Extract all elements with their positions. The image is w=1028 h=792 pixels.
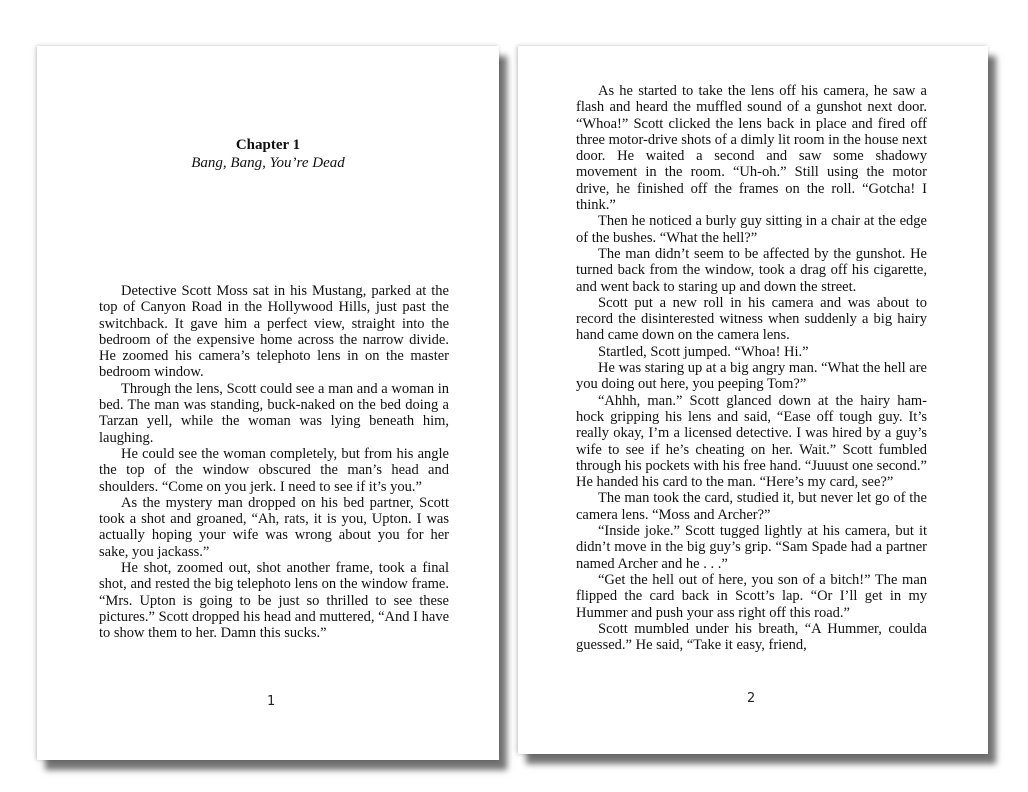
paragraph: “Get the hell out of here, you son of a bitch!” The man flipped the card back in Scott’s lap. “Or I’ll get in my Hummer and push your ass right off this road.” (576, 571, 927, 621)
paragraph: The man took the card, studied it, but never let go of the camera lens. “Moss and Archer?” (576, 490, 927, 523)
paragraph: The man didn’t seem to be affected by the gunshot. He turned back from the window, took a drag off his cigarette, and went back to staring up and down the street. (576, 245, 927, 295)
left-page-body (99, 283, 449, 642)
paragraph: Scott mumbled under his breath, “A Hummer, coulda guessed.” He said, “Take it easy, friend, (576, 620, 927, 654)
paragraph: He was staring up at a big angry man. “What the hell are you doing out here, you peeping Tom?” (576, 360, 927, 393)
right-page-body (576, 83, 927, 653)
chapter-title: Bang, Bang, You’re Dead (191, 155, 345, 171)
paragraph: Startled, Scott jumped. “Whoa! Hi.” (598, 343, 809, 360)
left-book-page (37, 46, 499, 760)
paragraph: He shot, zoomed out, shot another frame, took a final shot, and rested the big telephoto lens on the window frame. “Mrs. Upton is going to be just so thrilled to see these pictures.” Scott dropped his head and muttered, “And I have to show them to her. Damn this sucks.” (99, 560, 449, 642)
paragraph: Scott put a new roll in his camera and was about to record the disinterested witness when suddenly a big hairy hand came down on the camera lens. (576, 294, 927, 344)
paragraph: “Ahhh, man.” Scott glanced down at the hairy ham-hock gripping his lens and said, “Ease off tough guy. It’s really okay, I’m a licensed detective. I was hired by a guy’s wife to see if he’s cheating on her. Wait.” Scott fumbled through his pockets with his free hand. “Juuust one second.” He handed his card to the man. “Here’s my card, see?” (576, 392, 927, 491)
paragraph: As he started to take the lens off his camera, he saw a flash and heard the muffled sound of a gunshot next door. “Whoa!” Scott clicked the lens back in place and fired off three motor-drive shots of a dimly lit room in the house next door. He waited a second and saw some shadowy movement in the room. “Uh-oh.” Still using the motor drive, he finished off the frames on the roll. “Gotcha! I think.” (576, 83, 927, 214)
chapter-number: Chapter 1 (235, 137, 301, 153)
paragraph: “Inside joke.” Scott tugged lightly at his camera, but it didn’t move in the big guy’s grip. “Sam Spade had a partner named Archer and he . . .” (576, 523, 927, 572)
chapter-heading (37, 136, 499, 172)
paragraph: Detective Scott Moss sat in his Mustang, parked at the top of Canyon Road in the Hollywood Hills, just past the switchback. It gave him a perfect view, straight into the bedroom of the expensive home across the narrow divide. He zoomed his camera’s telephoto lens in on the master bedroom window. (99, 283, 449, 381)
paragraph: Then he noticed a burly guy sitting in a chair at the edge of the bushes. “What the hell?” (576, 213, 927, 246)
paragraph: Through the lens, Scott could see a man and a woman in bed. The man was standing, buck-naked on the bed doing a Tarzan yell, while the woman was lying beneath him, laughing. (99, 380, 449, 446)
paragraph: He could see the woman completely, but from his angle the top of the window obscured the man’s head and shoulders. “Come on you jerk. I need to see if it’s you.” (99, 445, 449, 495)
paragraph: As the mystery man dropped on his bed partner, Scott took a shot and groaned, “Ah, rats, it is you, Upton. I was actually hoping your wife was wrong about you for her sake, you jackass.” (99, 494, 449, 560)
page-number: 1 (267, 694, 276, 709)
page-number: 2 (747, 691, 756, 706)
right-book-page (518, 46, 988, 754)
